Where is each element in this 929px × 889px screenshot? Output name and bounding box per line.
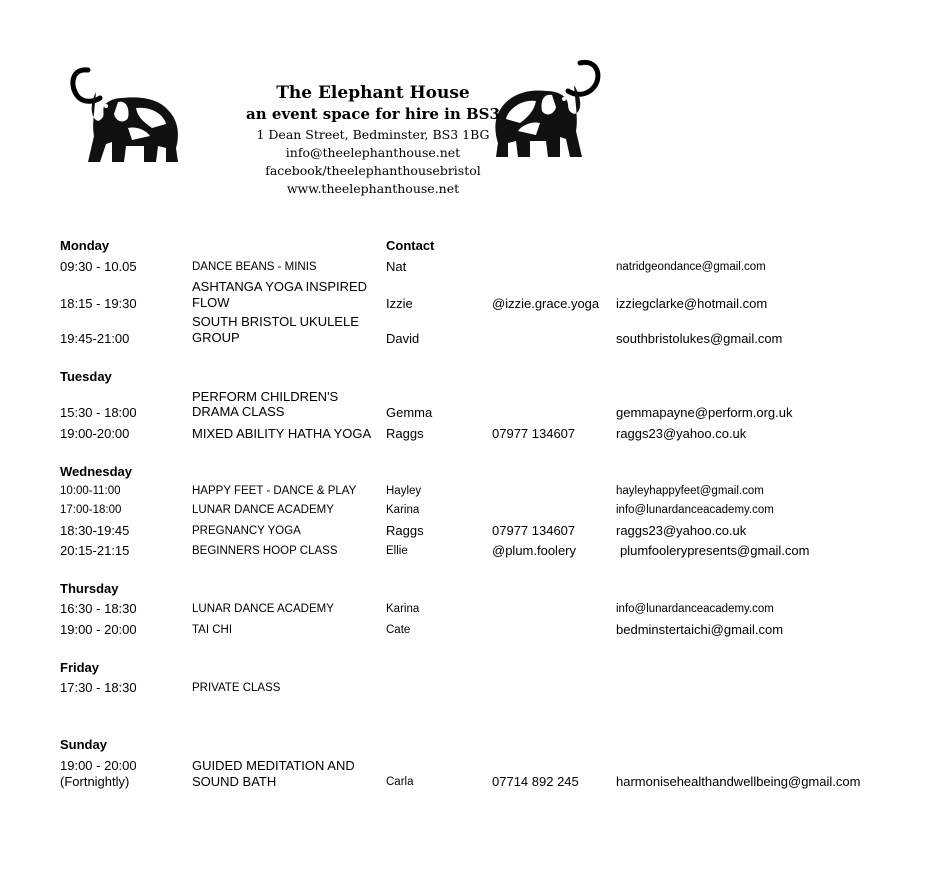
row-event-line1: ASHTANGA YOGA INSPIRED xyxy=(192,279,368,294)
row-contact: Raggs xyxy=(386,426,424,441)
row-email[interactable]: southbristolukes@gmail.com xyxy=(616,331,783,346)
venue-subtitle: an event space for hire in BS3 xyxy=(246,105,500,123)
day-thursday: Thursday xyxy=(60,581,119,596)
row-event: LUNAR DANCE ACADEMY xyxy=(192,504,334,516)
row-event: TAI CHI xyxy=(192,624,233,636)
row-email[interactable]: gemmapayne@perform.org.uk xyxy=(616,405,793,420)
row-event: PRIVATE CLASS xyxy=(192,682,281,694)
row-time: 20:15-21:15 xyxy=(60,543,130,558)
row-event-line2: SOUND BATH xyxy=(192,774,277,789)
day-monday: Monday xyxy=(60,238,110,253)
row-event-line2: GROUP xyxy=(192,330,240,345)
row-time: 19:45-21:00 xyxy=(60,331,130,346)
row-event-line1: GUIDED MEDITATION AND xyxy=(192,758,355,773)
row-event: PREGNANCY YOGA xyxy=(192,525,301,537)
row-email[interactable]: info@lunardanceacademy.com xyxy=(616,504,774,516)
row-event: DANCE BEANS - MINIS xyxy=(192,261,317,273)
row-time: 19:00 - 20:00 xyxy=(60,622,137,637)
row-social: @izzie.grace.yoga xyxy=(492,296,600,311)
row-contact: Karina xyxy=(386,603,420,615)
row-event-line1: PERFORM CHILDREN'S xyxy=(192,389,339,404)
row-event: HAPPY FEET - DANCE & PLAY xyxy=(192,485,357,497)
row-social: 07977 134607 xyxy=(492,426,576,441)
row-contact: Cate xyxy=(386,624,411,636)
row-time: 19:00-20:00 xyxy=(60,426,130,441)
row-contact: Carla xyxy=(386,776,414,788)
row-email[interactable]: izziegclarke@hotmail.com xyxy=(616,296,768,311)
row-contact: Nat xyxy=(386,259,407,274)
venue-address: 1 Dean Street, Bedminster, BS3 1BG xyxy=(256,127,490,142)
row-contact: David xyxy=(386,331,420,346)
contact-heading: Contact xyxy=(386,238,435,253)
row-email[interactable]: plumfoolerypresents@gmail.com xyxy=(620,543,810,558)
day-tuesday: Tuesday xyxy=(60,369,112,384)
header xyxy=(238,82,508,198)
row-contact: Hayley xyxy=(386,485,422,497)
row-social: 07977 134607 xyxy=(492,523,576,538)
row-time: 17:00-18:00 xyxy=(60,504,122,516)
row-event-line1: SOUTH BRISTOL UKULELE xyxy=(192,314,359,329)
row-contact: Ellie xyxy=(386,545,408,557)
row-email[interactable]: harmonisehealthandwellbeing@gmail.com xyxy=(616,774,861,789)
row-time: 10:00-11:00 xyxy=(60,485,121,497)
row-time: 17:30 - 18:30 xyxy=(60,680,137,695)
row-event-line2: FLOW xyxy=(192,295,230,310)
row-time-line1: 19:00 - 20:00 xyxy=(60,758,137,773)
venue-title: The Elephant House xyxy=(276,83,470,103)
row-time: 18:15 - 19:30 xyxy=(60,296,137,311)
venue-website[interactable]: www.theelephanthouse.net xyxy=(286,181,460,196)
row-event: MIXED ABILITY HATHA YOGA xyxy=(192,426,372,441)
row-email[interactable]: bedminstertaichi@gmail.com xyxy=(616,622,784,637)
row-time: 16:30 - 18:30 xyxy=(60,601,137,616)
row-time-line2: (Fortnightly) xyxy=(60,774,130,789)
row-email[interactable]: raggs23@yahoo.co.uk xyxy=(616,426,747,441)
row-contact: Karina xyxy=(386,504,420,516)
row-social: 07714 892 245 xyxy=(492,774,579,789)
elephant-icon xyxy=(66,62,184,166)
venue-facebook[interactable]: facebook/theelephanthousebristol xyxy=(265,163,481,178)
row-email[interactable]: info@lunardanceacademy.com xyxy=(616,603,774,615)
row-event-line2: DRAMA CLASS xyxy=(192,404,285,419)
row-event: LUNAR DANCE ACADEMY xyxy=(192,603,334,615)
row-email[interactable]: raggs23@yahoo.co.uk xyxy=(616,523,747,538)
row-email[interactable]: hayleyhappyfeet@gmail.com xyxy=(616,485,764,497)
row-social: @plum.foolery xyxy=(492,543,577,558)
row-contact: Izzie xyxy=(386,296,413,311)
row-contact: Gemma xyxy=(386,405,433,420)
row-email[interactable]: natridgeondance@gmail.com xyxy=(616,261,766,273)
venue-email[interactable]: info@theelephanthouse.net xyxy=(285,145,461,160)
day-friday: Friday xyxy=(60,660,100,675)
row-time: 09:30 - 10.05 xyxy=(60,259,137,274)
row-time: 18:30-19:45 xyxy=(60,523,130,538)
row-time: 15:30 - 18:00 xyxy=(60,405,137,420)
day-wednesday: Wednesday xyxy=(60,464,133,479)
row-contact: Raggs xyxy=(386,523,424,538)
day-sunday: Sunday xyxy=(60,737,107,752)
row-event: BEGINNERS HOOP CLASS xyxy=(192,545,338,557)
